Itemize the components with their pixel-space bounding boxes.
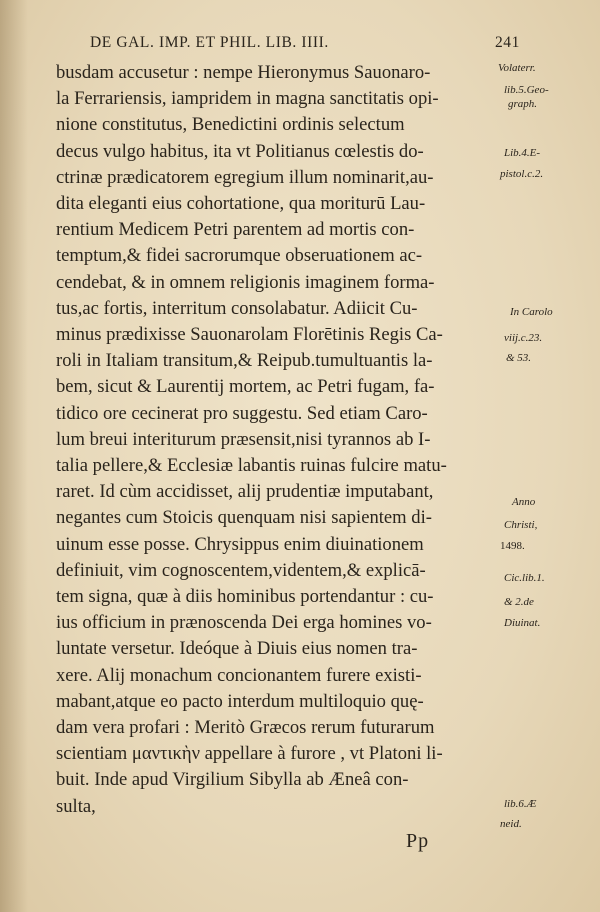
text-line: roli in Italiam transitum,& Reipub.tumultuantis la-: [56, 350, 433, 372]
text-line: minus prædixisse Sauonarolam Florētinis Regis Ca-: [56, 324, 443, 346]
text-line: mabant,atque eo pacto interdum multiloquio quę-: [56, 690, 424, 712]
margin-note: In Carolo: [510, 306, 553, 318]
page-number: 241: [494, 34, 520, 51]
text-line: rentium Medicem Petri parentem ad mortis con-: [56, 219, 415, 241]
margin-note: Lib.4.E-: [504, 147, 541, 159]
text-line: tus,ac fortis, interritum consolabatur. Adiicit Cu-: [56, 297, 418, 319]
text-line: dita eleganti eius cohortatione, qua moriturū Lau-: [56, 193, 426, 215]
text-line: buit. Inde apud Virgilium Sibylla ab Æneâ con-: [56, 769, 409, 791]
margin-note: viij.c.23.: [504, 332, 543, 344]
text-line: tem signa, quæ à diis hominibus portendantur : cu-: [56, 586, 434, 608]
text-line: ctrinæ prædicatorem egregium illum nominarit,au-: [56, 166, 434, 188]
text-line: raret. Id cùm accidisset, alij prudentiæ imputabant,: [56, 481, 434, 503]
running-head: DE GAL. IMP. ET PHIL. LIB. IIII.: [90, 34, 329, 51]
text-line: talia pellere,& Ecclesiæ labantis ruinas fulcire matu-: [56, 455, 447, 477]
text-line: busdam accusetur : nempe Hieronymus Sauonaro-: [56, 62, 431, 83]
text-line: la Ferrariensis, iampridem in magna sanctitatis opi-: [56, 88, 439, 110]
margin-note: 1498.: [500, 540, 525, 552]
text-line: uinum esse posse. Chrysippus enim diuinationem: [56, 533, 424, 555]
text-line: bem, sicut & Laurentij mortem, ac Petri fugam, fa-: [56, 376, 435, 398]
margin-note: lib.5.Geo-: [504, 84, 549, 96]
signature-mark: Pp: [406, 830, 430, 852]
text-line: sulta,: [56, 795, 96, 817]
margin-note: & 53.: [506, 352, 532, 364]
text-line: lum breui interiturum præsensit,nisi tyrannos ab I-: [56, 428, 431, 450]
margin-note: lib.6.Æ: [504, 798, 537, 810]
margin-note: neid.: [500, 818, 522, 830]
margin-note: pistol.c.2.: [500, 168, 544, 180]
text-line: tidico ore cecinerat pro suggestu. Sed etiam Caro-: [56, 402, 428, 424]
text-line: cendebat, & in omnem religionis imaginem forma-: [56, 271, 435, 293]
margin-note: Christi,: [504, 519, 538, 531]
margin-note: Cic.lib.1.: [504, 572, 545, 584]
text-line: decus vulgo habitus, ita vt Politianus cœlestis do-: [56, 140, 424, 162]
margin-note: Volaterr.: [498, 62, 536, 74]
text-line: scientiam μαντικὴν appellare à furore , vt Platoni li-: [56, 743, 443, 765]
text-line: negantes cum Stoicis quenquam nisi sapientem di-: [56, 507, 432, 529]
text-line: nione constitutus, Benedictini ordinis selectum: [56, 114, 405, 136]
margin-note: Diuinat.: [504, 617, 541, 629]
margin-note: & 2.de: [504, 596, 534, 608]
text-line: dam vera profari : Meritò Græcos rerum futurarum: [56, 717, 435, 739]
text-line: xere. Alij monachum concionantem furere existi-: [56, 664, 422, 686]
text-line: definiuit, vim cognoscentem,videntem,& explicā-: [56, 559, 426, 581]
text-line: ius officium in prænoscenda Dei erga homines vo-: [56, 612, 432, 634]
margin-note: Anno: [512, 496, 536, 508]
text-line: luntate versetur. Ideóque à Diuis eius nomen tra-: [56, 638, 418, 660]
text-line: temptum,& fidei sacrorumque obseruationem ac-: [56, 245, 423, 267]
main-text-block: [56, 60, 496, 820]
margin-note: graph.: [508, 98, 538, 110]
